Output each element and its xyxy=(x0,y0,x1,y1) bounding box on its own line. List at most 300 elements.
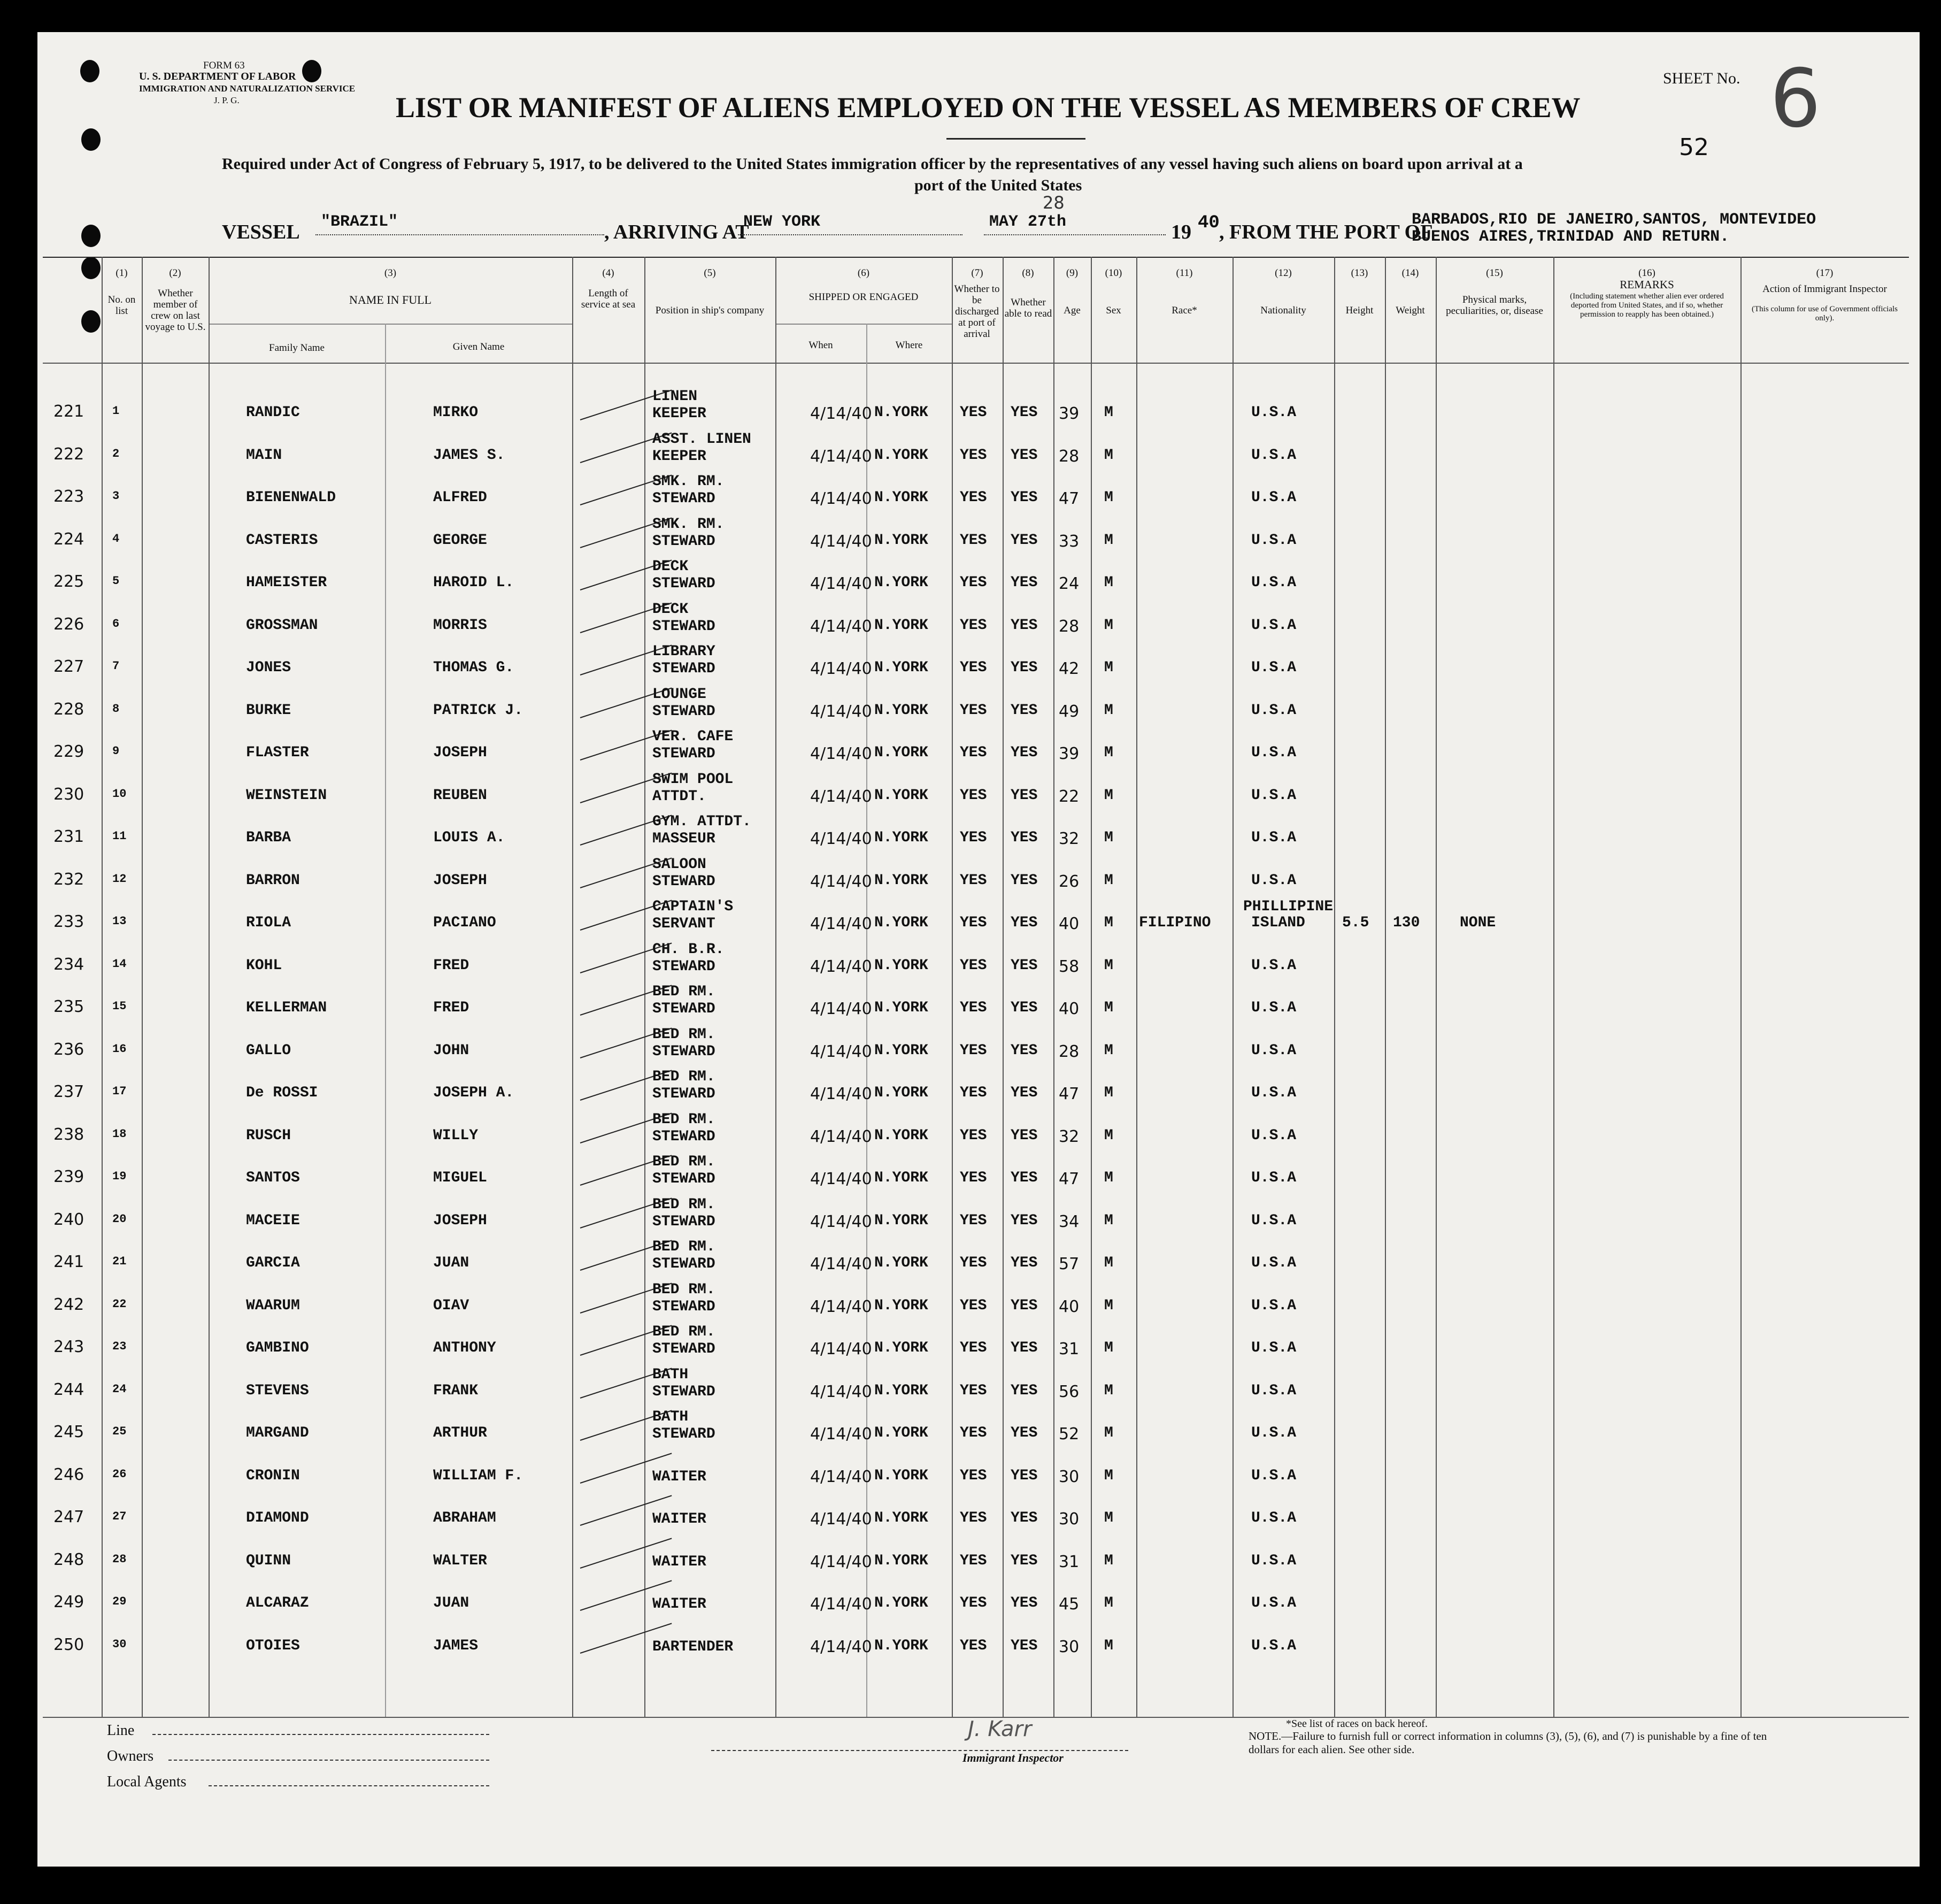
shipped-where: N.YORK xyxy=(874,915,928,931)
position-line-2: WAITER xyxy=(652,1511,706,1527)
line-reference-number: 233 xyxy=(53,912,84,931)
arriving-dotted-line xyxy=(738,234,962,235)
family-name: MACEIE xyxy=(246,1212,300,1229)
position-line-2: MASSEUR xyxy=(652,831,715,847)
nationality-value: U.S.A xyxy=(1251,617,1297,634)
position-line-1: SMK. RM. xyxy=(652,516,725,533)
age-value: 47 xyxy=(1059,1085,1080,1103)
owners-field xyxy=(168,1760,489,1761)
position-line-2: STEWARD xyxy=(652,575,715,592)
discharged-at-port: YES xyxy=(960,574,987,591)
col-num-8: (8) xyxy=(1022,267,1034,279)
position-line-2: KEEPER xyxy=(652,448,706,465)
punch-hole xyxy=(81,310,101,333)
sex-value: M xyxy=(1104,659,1113,676)
nationality-value: U.S.A xyxy=(1251,702,1297,719)
row-number: 1 xyxy=(112,404,120,418)
able-to-read: YES xyxy=(1011,1425,1038,1441)
name-subheader-line xyxy=(209,324,572,325)
able-to-read: YES xyxy=(1011,532,1038,549)
sex-value: M xyxy=(1104,787,1113,804)
row-number: 26 xyxy=(112,1467,127,1481)
able-to-read: YES xyxy=(1011,1042,1038,1059)
shipped-where: N.YORK xyxy=(874,1595,928,1611)
title-underline xyxy=(946,138,1085,140)
discharged-at-port: YES xyxy=(960,1212,987,1229)
given-name: HAROID L. xyxy=(433,574,514,591)
col-divider xyxy=(952,257,953,1717)
header-name-in-full: NAME IN FULL xyxy=(349,293,432,306)
shipped-where: N.YORK xyxy=(874,1255,928,1271)
nationality-value: U.S.A xyxy=(1251,744,1297,761)
able-to-read: YES xyxy=(1011,489,1038,506)
position-line-1: BATH xyxy=(652,1366,689,1383)
shipped-where: N.YORK xyxy=(874,872,928,889)
col-num-4: (4) xyxy=(602,267,614,279)
shipped-where: N.YORK xyxy=(874,532,928,549)
sex-value: M xyxy=(1104,1085,1113,1101)
age-value: 32 xyxy=(1059,1127,1080,1146)
able-to-read: YES xyxy=(1011,1085,1038,1101)
position-line-2: STEWARD xyxy=(652,1171,715,1187)
shipped-when: 4/14/40 xyxy=(810,489,872,508)
position-line-2: STEWARD xyxy=(652,1341,715,1357)
family-name: CASTERIS xyxy=(246,532,318,549)
family-name: GARCIA xyxy=(246,1255,300,1271)
height-value: 5.5 xyxy=(1342,915,1369,931)
given-name: FRED xyxy=(433,1000,469,1016)
discharged-at-port: YES xyxy=(960,1255,987,1271)
nationality-value: U.S.A xyxy=(1251,489,1297,506)
shipped-when: 4/14/40 xyxy=(810,404,872,423)
able-to-read: YES xyxy=(1011,744,1038,761)
able-to-read: YES xyxy=(1011,1212,1038,1229)
header-inspector-action: Action of Immigrant Inspector xyxy=(1762,283,1887,295)
able-to-read: YES xyxy=(1011,702,1038,719)
sex-value: M xyxy=(1104,1425,1113,1441)
shipped-where: N.YORK xyxy=(874,1510,928,1526)
physical-marks-value: NONE xyxy=(1460,915,1496,931)
discharged-at-port: YES xyxy=(960,659,987,676)
position-line-2: SERVANT xyxy=(652,916,715,932)
sex-value: M xyxy=(1104,744,1113,761)
given-name: JOSEPH xyxy=(433,872,487,889)
header-age: Age xyxy=(1064,305,1081,316)
shipped-where: N.YORK xyxy=(874,957,928,974)
header-position: Position in ship's company xyxy=(655,305,765,316)
sex-value: M xyxy=(1104,447,1113,464)
punch-hole xyxy=(80,60,99,82)
vessel-label: VESSEL xyxy=(222,221,300,243)
position-line-1: LIBRARY xyxy=(652,643,715,660)
header-family-name: Family Name xyxy=(269,342,325,354)
header-nationality: Nationality xyxy=(1260,305,1306,316)
line-reference-number: 230 xyxy=(53,785,84,804)
line-reference-number: 237 xyxy=(53,1082,84,1101)
sex-value: M xyxy=(1104,617,1113,634)
nationality-value: U.S.A xyxy=(1251,872,1297,889)
shipped-when: 4/14/40 xyxy=(810,1510,872,1529)
position-line-1: CAPTAIN'S xyxy=(652,899,734,915)
age-value: 58 xyxy=(1059,957,1080,976)
date-correction: 28 xyxy=(1043,193,1065,213)
given-name: JUAN xyxy=(433,1255,469,1271)
arriving-port: NEW YORK xyxy=(743,213,821,231)
age-value: 24 xyxy=(1059,574,1080,593)
nationality-value: U.S.A xyxy=(1251,532,1297,549)
inspector-label: Immigrant Inspector xyxy=(962,1751,1064,1764)
col-divider xyxy=(385,324,386,1717)
given-name: JOSEPH xyxy=(433,1212,487,1229)
shipped-where: N.YORK xyxy=(874,1467,928,1484)
page-title: LIST OR MANIFEST OF ALIENS EMPLOYED ON THE VESSEL AS MEMBERS OF CREW xyxy=(396,91,1581,124)
position-line-2: STEWARD xyxy=(652,703,715,720)
nationality-value: U.S.A xyxy=(1251,1595,1297,1611)
shipped-where: N.YORK xyxy=(874,1085,928,1101)
nationality-value: U.S.A xyxy=(1251,1212,1297,1229)
col-divider xyxy=(209,257,210,1717)
shipped-where: N.YORK xyxy=(874,1340,928,1356)
shipped-when: 4/14/40 xyxy=(810,574,872,593)
able-to-read: YES xyxy=(1011,1552,1038,1569)
able-to-read: YES xyxy=(1011,830,1038,846)
header-inspector-sub: (This column for use of Government officials only). xyxy=(1752,305,1898,323)
sex-value: M xyxy=(1104,1510,1113,1526)
position-line-1: BATH xyxy=(652,1409,689,1425)
nationality-value: U.S.A xyxy=(1251,1637,1297,1654)
age-value: 31 xyxy=(1059,1340,1080,1358)
header-able-to-read: Whether able to read xyxy=(1004,297,1052,319)
position-line-1: ASST. LINEN xyxy=(652,431,751,448)
able-to-read: YES xyxy=(1011,1170,1038,1186)
discharged-at-port: YES xyxy=(960,702,987,719)
sex-value: M xyxy=(1104,702,1113,719)
discharged-at-port: YES xyxy=(960,1170,987,1186)
shipped-when: 4/14/40 xyxy=(810,1552,872,1571)
shipped-where: N.YORK xyxy=(874,744,928,761)
col-num-12: (12) xyxy=(1275,267,1292,279)
row-number: 5 xyxy=(112,574,120,588)
row-number: 13 xyxy=(112,915,127,928)
family-name: De ROSSI xyxy=(246,1085,318,1101)
age-value: 31 xyxy=(1059,1552,1080,1571)
row-number: 8 xyxy=(112,702,120,716)
given-name: JOSEPH A. xyxy=(433,1085,514,1101)
position-line-1: DECK xyxy=(652,601,689,618)
able-to-read: YES xyxy=(1011,1595,1038,1611)
col-num-14: (14) xyxy=(1401,267,1419,279)
given-name: JOHN xyxy=(433,1042,469,1059)
shipped-when: 4/14/40 xyxy=(810,1085,872,1103)
row-number: 15 xyxy=(112,1000,127,1013)
sex-value: M xyxy=(1104,1382,1113,1399)
position-line-1: LINEN xyxy=(652,388,698,405)
given-name: ABRAHAM xyxy=(433,1510,496,1526)
col-num-1: (1) xyxy=(115,267,128,279)
nationality-value: U.S.A xyxy=(1251,1127,1297,1144)
position-line-2: STEWARD xyxy=(652,873,715,890)
sex-value: M xyxy=(1104,1212,1113,1229)
discharged-at-port: YES xyxy=(960,1595,987,1611)
from-port-line-2: BUENOS AIRES,TRINIDAD AND RETURN. xyxy=(1412,228,1730,246)
given-name: ARTHUR xyxy=(433,1425,487,1441)
able-to-read: YES xyxy=(1011,574,1038,591)
discharged-at-port: YES xyxy=(960,617,987,634)
discharged-at-port: YES xyxy=(960,1425,987,1441)
family-name: SANTOS xyxy=(246,1170,300,1186)
family-name: ALCARAZ xyxy=(246,1595,309,1611)
age-value: 47 xyxy=(1059,1170,1080,1188)
sex-value: M xyxy=(1104,1637,1113,1654)
family-name: FLASTER xyxy=(246,744,309,761)
shipped-when: 4/14/40 xyxy=(810,1212,872,1231)
subtitle-line-2: port of the United States xyxy=(914,176,1082,194)
position-line-2: STEWARD xyxy=(652,1086,715,1102)
row-number: 4 xyxy=(112,532,120,546)
nationality-value: U.S.A xyxy=(1251,1042,1297,1059)
position-line-1: SALOON xyxy=(652,856,706,873)
given-name: MIGUEL xyxy=(433,1170,487,1186)
given-name: GEORGE xyxy=(433,532,487,549)
subtitle-line-1: Required under Act of Congress of February 5, 1917, to be delivered to the United States immigration officer by the representatives of any vessel having such aliens on board upon arrival at a xyxy=(222,155,1523,173)
sex-value: M xyxy=(1104,489,1113,506)
row-number: 22 xyxy=(112,1297,127,1311)
line-reference-number: 247 xyxy=(53,1508,84,1526)
row-number: 27 xyxy=(112,1510,127,1523)
header-given-name: Given Name xyxy=(452,341,505,352)
position-line-2: WAITER xyxy=(652,1596,706,1613)
row-number: 11 xyxy=(112,830,127,843)
position-line-2: STEWARD xyxy=(652,533,715,550)
sex-value: M xyxy=(1104,574,1113,591)
shipped-when: 4/14/40 xyxy=(810,830,872,848)
nationality-value: U.S.A xyxy=(1251,574,1297,591)
shipped-when: 4/14/40 xyxy=(810,1127,872,1146)
position-line-2: STEWARD xyxy=(652,1383,715,1400)
able-to-read: YES xyxy=(1011,872,1038,889)
line-reference-number: 229 xyxy=(53,742,84,761)
header-shipped-engaged: SHIPPED OR ENGAGED xyxy=(808,291,919,303)
position-line-1: BED RM. xyxy=(652,984,715,1000)
nationality-value: ISLAND xyxy=(1251,915,1305,931)
shipped-when: 4/14/40 xyxy=(810,702,872,721)
position-line-1: LOUNGE xyxy=(652,686,706,703)
position-line-1: BED RM. xyxy=(652,1281,715,1298)
discharged-at-port: YES xyxy=(960,1552,987,1569)
discharged-at-port: YES xyxy=(960,1042,987,1059)
sex-value: M xyxy=(1104,872,1113,889)
row-number: 16 xyxy=(112,1042,127,1056)
shipped-when: 4/14/40 xyxy=(810,1382,872,1401)
position-line-1: BED RM. xyxy=(652,1324,715,1340)
family-name: RUSCH xyxy=(246,1127,291,1144)
age-value: 28 xyxy=(1059,447,1080,466)
sex-value: M xyxy=(1104,1552,1113,1569)
sex-value: M xyxy=(1104,1000,1113,1016)
position-line-2: STEWARD xyxy=(652,490,715,507)
position-line-1: SWIM POOL xyxy=(652,771,734,788)
age-value: 33 xyxy=(1059,532,1080,551)
able-to-read: YES xyxy=(1011,1255,1038,1271)
given-name: JUAN xyxy=(433,1595,469,1611)
given-name: JOSEPH xyxy=(433,744,487,761)
row-number: 20 xyxy=(112,1212,127,1226)
line-reference-number: 221 xyxy=(53,402,84,421)
header-remarks-sub: (Including statement whether alien ever ordered deported from United States, and if so, whether permission to reapply has been obtained.) xyxy=(1570,292,1724,319)
col-num-7: (7) xyxy=(971,267,983,279)
col-divider xyxy=(142,257,143,1717)
arrival-date: MAY 27th xyxy=(989,213,1067,231)
discharged-at-port: YES xyxy=(960,489,987,506)
nationality-value: U.S.A xyxy=(1251,659,1297,676)
age-value: 40 xyxy=(1059,915,1080,933)
line-reference-number: 244 xyxy=(53,1380,84,1399)
sex-value: M xyxy=(1104,1042,1113,1059)
col-num-16: (16) xyxy=(1638,267,1655,279)
nationality-value: U.S.A xyxy=(1251,1382,1297,1399)
vessel-name: "BRAZIL" xyxy=(321,213,398,231)
shipped-when: 4/14/40 xyxy=(810,617,872,636)
sex-value: M xyxy=(1104,1255,1113,1271)
shipped-where: N.YORK xyxy=(874,489,928,506)
row-number: 3 xyxy=(112,489,120,503)
age-value: 40 xyxy=(1059,1000,1080,1018)
header-physical-marks: Physical marks, peculiarities, or, disease xyxy=(1446,294,1543,317)
discharged-at-port: YES xyxy=(960,447,987,464)
able-to-read: YES xyxy=(1011,1637,1038,1654)
shipped-where: N.YORK xyxy=(874,1382,928,1399)
shipped-when: 4/14/40 xyxy=(810,787,872,806)
given-name: ANTHONY xyxy=(433,1340,496,1356)
vessel-dotted-line xyxy=(315,234,604,235)
shipped-when: 4/14/40 xyxy=(810,1425,872,1444)
shipped-where: N.YORK xyxy=(874,1297,928,1314)
punch-hole xyxy=(302,60,321,82)
given-name: ALFRED xyxy=(433,489,487,506)
shipped-where: N.YORK xyxy=(874,830,928,846)
header-remarks: REMARKS xyxy=(1620,278,1674,291)
position-line-1: BED RM. xyxy=(652,1154,715,1170)
position-line-2: STEWARD xyxy=(652,661,715,677)
row-number: 7 xyxy=(112,659,120,673)
age-value: 39 xyxy=(1059,404,1080,423)
discharged-at-port: YES xyxy=(960,1085,987,1101)
sex-value: M xyxy=(1104,957,1113,974)
shipped-where: N.YORK xyxy=(874,702,928,719)
shipped-where: N.YORK xyxy=(874,404,928,421)
col-divider xyxy=(1053,257,1054,1717)
age-value: 42 xyxy=(1059,659,1080,678)
shipped-where: N.YORK xyxy=(874,1042,928,1059)
col-num-17: (17) xyxy=(1816,267,1834,279)
row-number: 23 xyxy=(112,1340,127,1353)
local-agents-field xyxy=(209,1785,489,1786)
shipped-when: 4/14/40 xyxy=(810,1297,872,1316)
shipped-where: N.YORK xyxy=(874,617,928,634)
shipped-subheader-line xyxy=(775,324,952,325)
line-reference-number: 243 xyxy=(53,1338,84,1356)
col-divider xyxy=(102,257,103,1717)
shipped-where: N.YORK xyxy=(874,1212,928,1229)
position-line-1: BED RM. xyxy=(652,1069,715,1085)
shipped-when: 4/14/40 xyxy=(810,1595,872,1614)
col-num-5: (5) xyxy=(704,267,716,279)
row-number: 10 xyxy=(112,787,127,801)
date-dotted-line xyxy=(984,234,1166,235)
discharged-at-port: YES xyxy=(960,830,987,846)
shipped-when: 4/14/40 xyxy=(810,872,872,891)
line-reference-number: 240 xyxy=(53,1210,84,1229)
able-to-read: YES xyxy=(1011,1127,1038,1144)
sex-value: M xyxy=(1104,532,1113,549)
line-reference-number: 239 xyxy=(53,1168,84,1186)
nationality-value: U.S.A xyxy=(1251,1297,1297,1314)
line-reference-number: 246 xyxy=(53,1465,84,1484)
discharged-at-port: YES xyxy=(960,787,987,804)
row-number: 28 xyxy=(112,1552,127,1566)
able-to-read: YES xyxy=(1011,617,1038,634)
header-no-on-list: No. on list xyxy=(107,294,136,317)
line-reference-number: 228 xyxy=(53,700,84,719)
given-name: JAMES xyxy=(433,1637,479,1654)
row-number: 14 xyxy=(112,957,127,971)
discharged-at-port: YES xyxy=(960,1467,987,1484)
position-line-2: STEWARD xyxy=(652,1256,715,1272)
family-name: RANDIC xyxy=(246,404,300,421)
punch-hole xyxy=(81,128,101,151)
position-line-2: BARTENDER xyxy=(652,1638,734,1655)
col-num-9: (9) xyxy=(1066,267,1079,279)
family-name: BARRON xyxy=(246,872,300,889)
given-name: WALTER xyxy=(433,1552,487,1569)
col-num-3: (3) xyxy=(384,267,397,279)
header-height: Height xyxy=(1345,305,1374,316)
nationality-value: U.S.A xyxy=(1251,1000,1297,1016)
age-value: 28 xyxy=(1059,617,1080,636)
line-reference-number: 236 xyxy=(53,1040,84,1059)
line-reference-number: 249 xyxy=(53,1593,84,1611)
able-to-read: YES xyxy=(1011,404,1038,421)
line-reference-number: 224 xyxy=(53,529,84,549)
family-name: DIAMOND xyxy=(246,1510,309,1526)
family-name: CRONIN xyxy=(246,1467,300,1484)
department-name: U. S. DEPARTMENT OF LABOR xyxy=(139,71,296,82)
able-to-read: YES xyxy=(1011,1340,1038,1356)
given-name: JAMES S. xyxy=(433,447,505,464)
col-divider xyxy=(1091,257,1092,1717)
inspector-signature: J. Karr xyxy=(968,1717,1032,1741)
shipped-when: 4/14/40 xyxy=(810,1000,872,1018)
family-name: MARGAND xyxy=(246,1425,309,1441)
col-divider xyxy=(1553,257,1554,1717)
age-value: 39 xyxy=(1059,744,1080,763)
nationality-value: U.S.A xyxy=(1251,1255,1297,1271)
line-reference-number: 222 xyxy=(53,444,84,464)
able-to-read: YES xyxy=(1011,915,1038,931)
from-port-label: , FROM THE PORT OF xyxy=(1219,221,1433,243)
col-divider xyxy=(644,257,645,1717)
shipped-where: N.YORK xyxy=(874,1552,928,1569)
nationality-value: U.S.A xyxy=(1251,404,1297,421)
line-reference-number: 242 xyxy=(53,1295,84,1314)
family-name: STEVENS xyxy=(246,1382,309,1399)
line-reference-number: 245 xyxy=(53,1423,84,1441)
col-divider xyxy=(1385,257,1386,1717)
line-reference-number: 231 xyxy=(53,827,84,846)
shipped-when: 4/14/40 xyxy=(810,957,872,976)
family-name: KOHL xyxy=(246,957,282,974)
position-line-1: BED RM. xyxy=(652,1196,715,1213)
